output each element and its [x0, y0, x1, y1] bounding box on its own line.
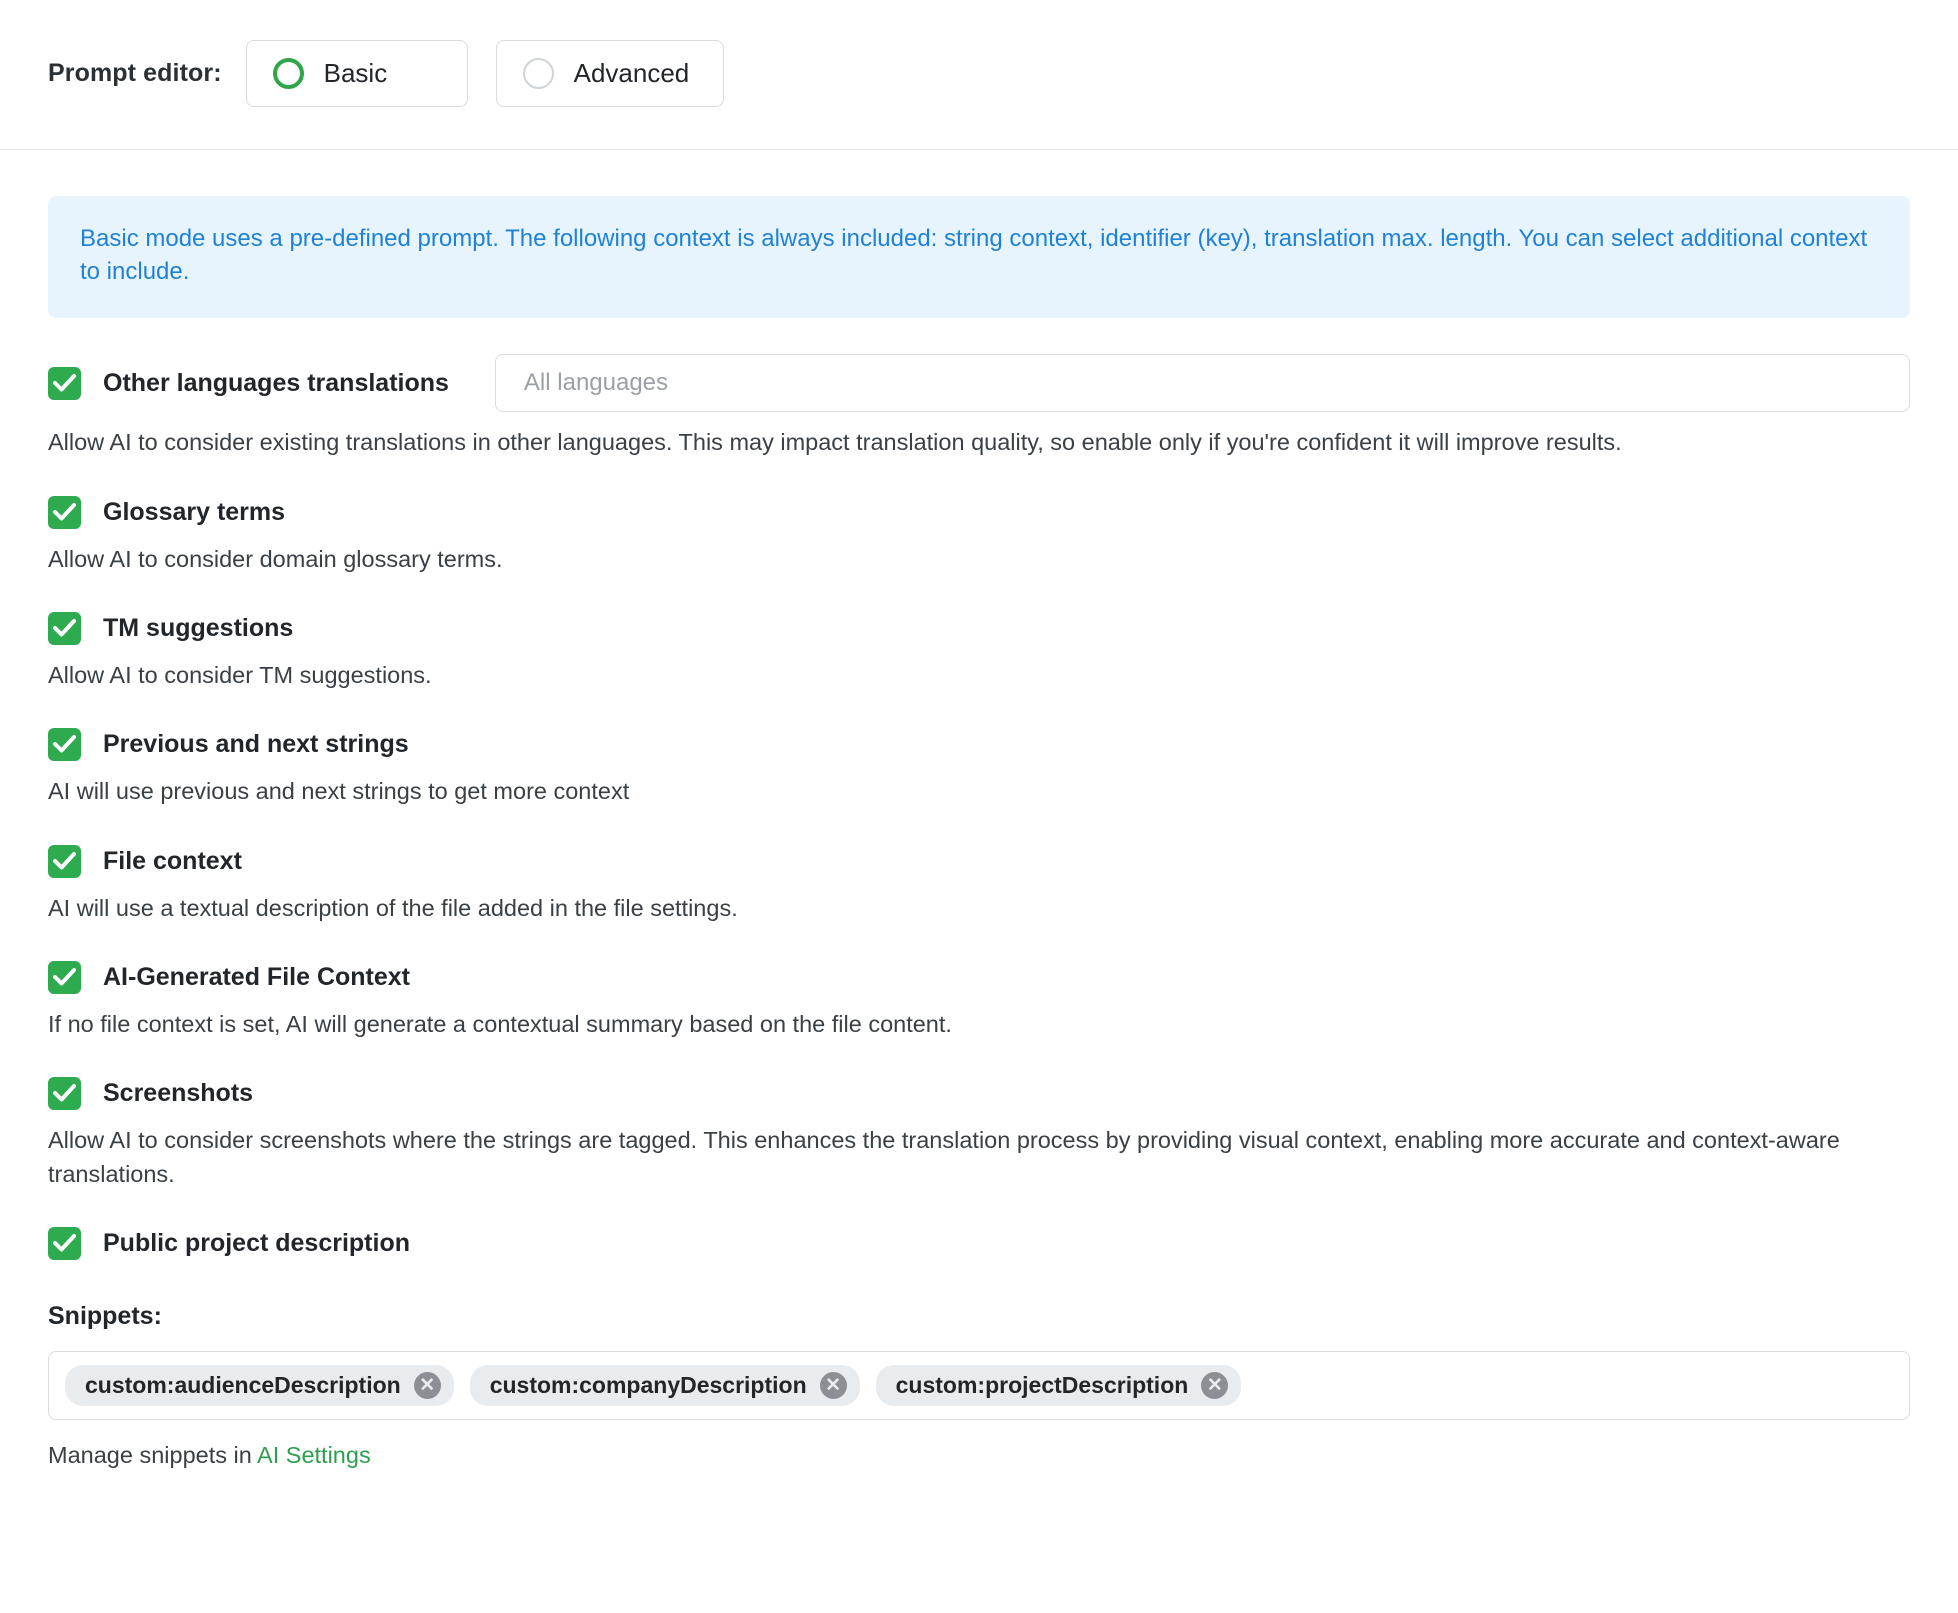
languages-select[interactable]	[495, 354, 1910, 412]
close-icon[interactable]: ✕	[1201, 1372, 1228, 1399]
check-icon	[53, 373, 76, 394]
option-ai-generated-file-context	[48, 961, 1910, 1041]
option-description: Allow AI to consider existing translations in other languages. This may impact translation quality, so enable only if you're confident it will improve results.	[48, 429, 1622, 456]
checkbox-glossary-terms[interactable]	[48, 496, 81, 529]
option-row	[48, 728, 1910, 761]
snippet-chip-label: custom:audienceDescription	[85, 1372, 401, 1399]
prompt-editor-bar	[0, 0, 1958, 150]
snippet-chip[interactable]	[65, 1365, 454, 1406]
snippet-chip-label: custom:companyDescription	[489, 1372, 807, 1399]
option-title: File context	[103, 846, 242, 875]
snippet-chip[interactable]	[876, 1365, 1242, 1406]
manage-snippets-text: Manage snippets in	[48, 1442, 258, 1469]
checkbox-tm-suggestions[interactable]	[48, 612, 81, 645]
checkbox-file-context[interactable]	[48, 845, 81, 878]
option-glossary-terms	[48, 496, 1910, 576]
checkbox-ai-generated-file-context[interactable]	[48, 961, 81, 994]
option-row	[48, 612, 1910, 645]
option-description: Allow AI to consider TM suggestions.	[48, 661, 432, 688]
option-description: AI will use a textual description of the file added in the file settings.	[48, 894, 738, 921]
manage-snippets-line	[48, 1442, 1910, 1529]
radio-unselected-icon	[523, 58, 554, 89]
option-row	[48, 496, 1910, 529]
prompt-editor-option-advanced-label: Advanced	[573, 58, 690, 88]
prompt-editor-radio-group	[246, 40, 725, 107]
radio-selected-icon	[273, 58, 304, 89]
prompt-editor-option-advanced[interactable]	[496, 40, 725, 107]
check-icon	[53, 851, 76, 872]
close-icon[interactable]: ✕	[414, 1372, 441, 1399]
option-description: AI will use previous and next strings to get more context	[48, 778, 630, 805]
checkbox-previous-and-next-strings[interactable]	[48, 728, 81, 761]
option-row	[48, 1077, 1910, 1110]
option-title: TM suggestions	[103, 613, 294, 642]
languages-select-value: All languages	[523, 369, 669, 397]
option-row	[48, 961, 1910, 994]
check-icon	[53, 967, 76, 988]
option-title: Other languages translations	[103, 368, 449, 397]
option-description: Allow AI to consider domain glossary terms.	[48, 545, 503, 572]
checkbox-public-project-description[interactable]	[48, 1227, 81, 1260]
option-row	[48, 845, 1910, 878]
option-previous-and-next-strings	[48, 728, 1910, 808]
option-tm-suggestions	[48, 612, 1910, 692]
option-other-languages-translations	[48, 354, 1910, 459]
check-icon	[53, 734, 76, 755]
checkbox-screenshots[interactable]	[48, 1077, 81, 1110]
check-icon	[53, 1083, 76, 1104]
option-title: AI-Generated File Context	[103, 963, 410, 992]
snippets-label: Snippets:	[48, 1302, 162, 1331]
option-description: If no file context is set, AI will generate a contextual summary based on the file content.	[48, 1011, 952, 1038]
prompt-editor-option-basic[interactable]	[246, 40, 468, 107]
info-banner: Basic mode uses a pre-defined prompt. The following context is always included: string context, identifier (key), translation max. length. You can select additional context to include.	[48, 196, 1910, 318]
option-title: Public project description	[103, 1229, 410, 1258]
option-file-context	[48, 845, 1910, 925]
prompt-editor-option-basic-label: Basic	[323, 58, 388, 88]
prompt-editor-label: Prompt editor:	[48, 59, 222, 87]
option-title: Screenshots	[103, 1079, 254, 1108]
basic-mode-content	[0, 150, 1958, 1529]
ai-settings-link[interactable]: AI Settings	[257, 1442, 371, 1469]
close-icon[interactable]: ✕	[820, 1372, 847, 1399]
snippet-chip[interactable]	[470, 1365, 860, 1406]
option-title: Glossary terms	[103, 497, 286, 526]
check-icon	[53, 502, 76, 523]
option-screenshots	[48, 1077, 1910, 1191]
check-icon	[53, 618, 76, 639]
check-icon	[53, 1233, 76, 1254]
option-title: Previous and next strings	[103, 730, 409, 759]
checkbox-other-languages-translations[interactable]	[48, 367, 81, 400]
option-row	[48, 1227, 1910, 1260]
option-row	[48, 354, 1910, 412]
snippet-chip-label: custom:projectDescription	[895, 1372, 1189, 1399]
snippets-input[interactable]	[48, 1351, 1910, 1420]
option-description: Allow AI to consider screenshots where the strings are tagged. This enhances the translation process by providing visual context, enabling more accurate and context-aware translations.	[48, 1127, 1840, 1187]
option-public-project-description	[48, 1227, 1910, 1260]
